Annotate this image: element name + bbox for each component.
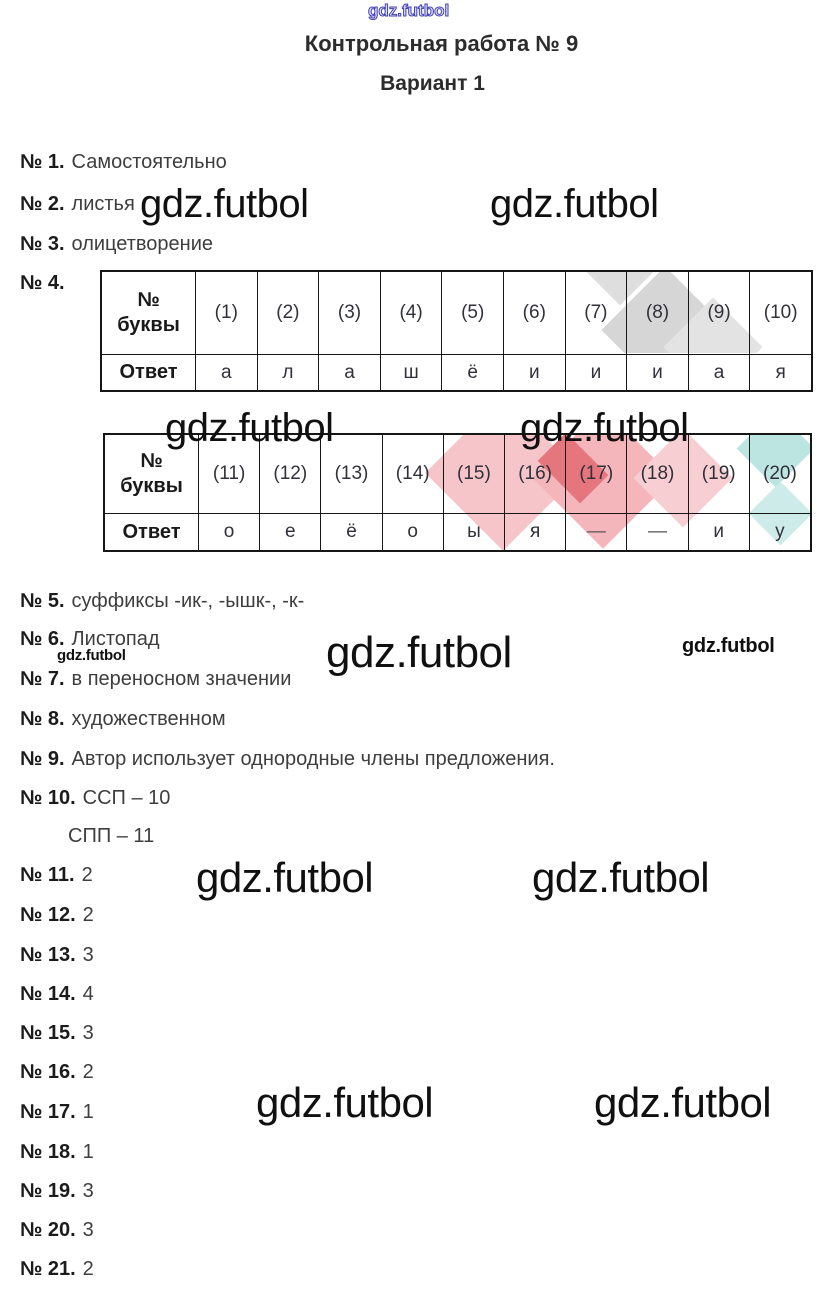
answer-item-8: № 8. художественном [20,708,226,730]
number-cell: (10) [749,272,811,354]
answer-item-17: № 17. 1 [20,1101,94,1123]
answer-cell: о [382,513,443,550]
number-cell: (5) [441,272,503,354]
page-title: Контрольная работа № 9 [304,31,579,56]
table-answer-row [102,354,811,390]
watermark-gdz-futbol: gdz.futbol [520,406,689,450]
number-cell: (7) [565,272,627,354]
answer-item-19: № 19. 3 [20,1180,94,1202]
answer-cell: а [688,354,750,390]
answer-cell: о [198,513,259,550]
watermark-gdz-futbol: gdz.futbol [326,628,512,677]
answer-label: Ответ [102,354,195,390]
answer-cell: — [626,513,687,550]
number-cell: (8) [626,272,688,354]
answer-item-10: № 10. ССП – 10 [20,787,171,809]
watermark-gdz-futbol: gdz.futbol [165,406,334,450]
answer-cell: л [257,354,319,390]
table-header-row [102,272,811,354]
answer-item-1: № 1. Самостоятельно [20,151,227,173]
number-cell: (2) [257,272,319,354]
answer-item-3: № 3. олицетворение [20,233,214,255]
answer-item-16: № 16. 2 [20,1061,94,1083]
page-subtitle: Вариант 1 [380,72,485,95]
number-cell: (18) [626,435,687,513]
number-cell: (17) [565,435,626,513]
answer-cell: я [749,354,811,390]
answer-item-6: № 6. Листопад [20,628,160,650]
answer-item-10b: СПП – 11 [68,825,155,847]
answer-item-4: № 4. [20,272,65,294]
answer-cell: ё [320,513,381,550]
watermark-gdz-futbol: gdz.futbol [140,182,309,226]
table-answer-row [105,513,810,550]
answer-item-15: № 15. 3 [20,1022,94,1044]
number-cell: (1) [195,272,257,354]
answer-item-14: № 14. 4 [20,983,94,1005]
answer-item-13: № 13. 3 [20,944,94,966]
answer-cell: е [259,513,320,550]
answer-item-2: № 2. листья [20,193,135,215]
watermark-gdz-futbol: gdz.futbol [594,1079,772,1126]
answer-cell: и [503,354,565,390]
answers-table-1 [100,270,813,392]
answer-cell: я [504,513,565,550]
number-cell: (9) [688,272,750,354]
answer-cell: ш [380,354,442,390]
number-cell: (16) [504,435,565,513]
number-cell: (20) [749,435,810,513]
answer-label: Ответ [105,513,198,550]
number-cell: (14) [382,435,443,513]
answer-item-9: № 9. Автор использует однородные члены предложения. [20,748,555,770]
letter-number-label: № буквы [117,289,180,336]
answer-item-11: № 11. 2 [20,864,93,886]
number-cell: (12) [259,435,320,513]
answer-cell: а [195,354,257,390]
answers-table-2 [103,433,812,552]
answer-cell: у [749,513,810,550]
answer-cell: ё [441,354,503,390]
watermark-gdz-futbol: gdz.futbol [196,854,374,901]
watermark-gdz-futbol: gdz.futbol [532,854,710,901]
answer-cell: а [318,354,380,390]
answer-cell: и [688,513,749,550]
number-cell: (15) [443,435,504,513]
number-cell: (13) [320,435,381,513]
number-cell: (4) [380,272,442,354]
answer-item-21: № 21. 2 [20,1258,94,1280]
number-cell: (11) [198,435,259,513]
answer-cell: — [565,513,626,550]
answer-item-12: № 12. 2 [20,904,94,926]
number-cell: (6) [503,272,565,354]
number-cell: (19) [688,435,749,513]
answer-item-18: № 18. 1 [20,1141,94,1163]
letter-number-label: № буквы [120,450,183,497]
answer-cell: ы [443,513,504,550]
watermark-gdz-futbol: gdz.futbol [682,635,775,657]
answer-cell: и [626,354,688,390]
answer-item-5: № 5. суффиксы -ик-, -ышк-, -к- [20,590,305,612]
answer-item-7: № 7. в переносном значении [20,668,292,690]
watermark-gdz-futbol: gdz.futbol [368,1,450,20]
answer-item-20: № 20. 3 [20,1219,94,1241]
answer-cell: и [565,354,627,390]
watermark-gdz-futbol: gdz.futbol [490,182,659,226]
watermark-gdz-futbol: gdz.futbol [57,647,126,664]
number-cell: (3) [318,272,380,354]
watermark-gdz-futbol: gdz.futbol [256,1079,434,1126]
